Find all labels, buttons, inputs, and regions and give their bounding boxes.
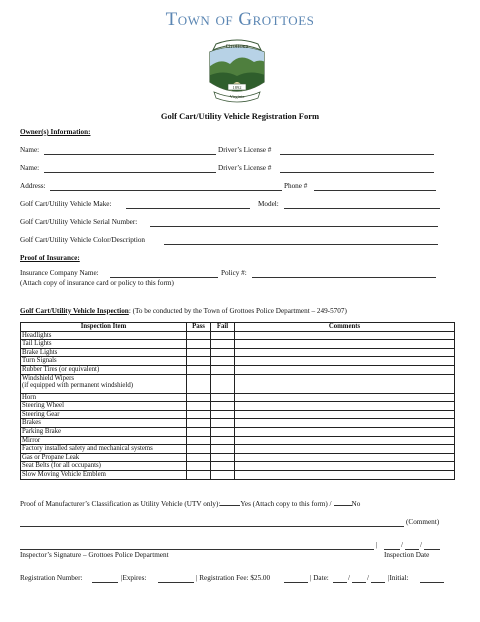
- pass-cell[interactable]: [187, 445, 211, 454]
- fail-cell[interactable]: [211, 365, 235, 374]
- pass-cell[interactable]: [187, 402, 211, 411]
- inspection-header-row: [21, 323, 455, 332]
- inspection-item-label: Windshield Wipers: [22, 374, 74, 382]
- inspection-note: : (To be conducted by the Town of Grottoes Police Department – 249-5707): [128, 307, 347, 315]
- make-label: Golf Cart/Utility Vehicle Make:: [20, 200, 112, 208]
- address-field[interactable]: [50, 190, 282, 191]
- model-field[interactable]: [284, 208, 440, 209]
- utv-comment-label: (Comment): [406, 518, 440, 526]
- inspection-item: Seat Belts (for all occupants): [21, 462, 187, 471]
- insurance-company-field[interactable]: [110, 277, 218, 278]
- comments-cell[interactable]: [235, 453, 455, 462]
- reg-number-label: Registration Number:: [20, 574, 83, 582]
- address-label: Address:: [20, 182, 46, 190]
- seal-top-text: Grottoes: [225, 43, 249, 50]
- name2-field[interactable]: [44, 172, 216, 173]
- table-row: [21, 393, 455, 402]
- table-row: [21, 419, 455, 428]
- column-header-item: Inspection Item: [21, 323, 187, 332]
- date-slash: /: [401, 541, 403, 549]
- fail-cell[interactable]: [211, 436, 235, 445]
- comments-cell[interactable]: [235, 470, 455, 479]
- inspection-item: Brakes: [21, 419, 187, 428]
- serial-field[interactable]: [150, 226, 438, 227]
- date-slash: /: [367, 574, 369, 582]
- reg-date-year[interactable]: [371, 582, 385, 583]
- insurance-company-label: Insurance Company Name:: [20, 269, 99, 277]
- table-row: [21, 427, 455, 436]
- inspection-item: Steering Wheel: [21, 402, 187, 411]
- table-row: [21, 374, 455, 393]
- pass-cell[interactable]: [187, 427, 211, 436]
- phone-label: Phone #: [284, 182, 308, 190]
- inspection-item: Tail Lights: [21, 340, 187, 349]
- pass-cell[interactable]: [187, 393, 211, 402]
- utv-no-text: No: [351, 500, 361, 508]
- inspection-item-sub: (if equipped with permanent windshield): [22, 382, 133, 390]
- town-seal-logo: [200, 38, 274, 104]
- dl1-label: Driver’s License #: [218, 146, 272, 154]
- sig-separator: |: [376, 541, 378, 549]
- insurance-note: (Attach copy of insurance card or policy to this form): [20, 279, 174, 287]
- inspection-item: Rubber Tires (or equivalent): [21, 365, 187, 374]
- fail-cell[interactable]: [211, 357, 235, 366]
- fail-cell[interactable]: [211, 419, 235, 428]
- pass-cell[interactable]: [187, 436, 211, 445]
- comments-cell[interactable]: [235, 427, 455, 436]
- comments-cell[interactable]: [235, 402, 455, 411]
- inspection-heading: Golf Cart/Utility Vehicle Inspection: [20, 307, 129, 315]
- column-header-fail: Fail: [211, 323, 235, 332]
- model-label: Model:: [258, 200, 279, 208]
- fail-cell[interactable]: [211, 331, 235, 340]
- reg-number-field[interactable]: [92, 582, 118, 583]
- name1-field[interactable]: [44, 154, 216, 155]
- fail-cell[interactable]: [211, 462, 235, 471]
- comments-cell[interactable]: [235, 365, 455, 374]
- inspection-date-label: Inspection Date: [384, 551, 430, 559]
- table-row: [21, 348, 455, 357]
- dl2-field[interactable]: [280, 172, 434, 173]
- make-field[interactable]: [126, 208, 250, 209]
- table-row: [21, 462, 455, 471]
- pass-cell[interactable]: [187, 340, 211, 349]
- comments-cell[interactable]: [235, 331, 455, 340]
- pass-cell[interactable]: [187, 462, 211, 471]
- table-row: [21, 410, 455, 419]
- serial-label: Golf Cart/Utility Vehicle Serial Number:: [20, 218, 138, 226]
- comments-cell[interactable]: [235, 419, 455, 428]
- dl1-field[interactable]: [280, 154, 434, 155]
- fail-cell[interactable]: [211, 470, 235, 479]
- owner-heading: Owner(s) Information:: [20, 128, 91, 136]
- fail-cell[interactable]: [211, 427, 235, 436]
- comments-cell[interactable]: [235, 410, 455, 419]
- inspection-item: Gas or Propane Leak: [21, 453, 187, 462]
- fail-cell[interactable]: [211, 453, 235, 462]
- utv-line: [20, 500, 360, 509]
- dl2-label: Driver’s License #: [218, 164, 272, 172]
- pass-cell[interactable]: [187, 470, 211, 479]
- column-header-comments: Comments: [235, 323, 455, 332]
- pass-cell[interactable]: [187, 348, 211, 357]
- inspection-item: Headlights: [21, 331, 187, 340]
- pass-cell[interactable]: [187, 453, 211, 462]
- table-row: [21, 470, 455, 479]
- comments-cell[interactable]: [235, 348, 455, 357]
- fail-cell[interactable]: [211, 410, 235, 419]
- utv-no-field[interactable]: [334, 505, 352, 506]
- table-row: [21, 331, 455, 340]
- insp-date-month[interactable]: [384, 549, 400, 550]
- date-slash: /: [348, 574, 350, 582]
- comments-cell[interactable]: [235, 393, 455, 402]
- fail-cell[interactable]: [211, 374, 235, 393]
- inspection-item: Parking Brake: [21, 427, 187, 436]
- fail-cell[interactable]: [211, 402, 235, 411]
- inspection-item: Steering Gear: [21, 410, 187, 419]
- table-row: [21, 453, 455, 462]
- inspection-item: Slow Moving Vehicle Emblem: [21, 470, 187, 479]
- table-row: [21, 445, 455, 454]
- policy-field[interactable]: [252, 277, 436, 278]
- form-title: Golf Cart/Utility Vehicle Registration Form: [160, 111, 320, 121]
- expires-field[interactable]: [158, 582, 194, 583]
- table-row: [21, 365, 455, 374]
- reg-date-day[interactable]: [352, 582, 366, 583]
- utv-question: Proof of Manufacturer’s Classification as Utility Vehicle (UTV only):: [20, 500, 221, 508]
- phone-field[interactable]: [314, 190, 436, 191]
- initial-label: |Initial:: [388, 574, 409, 582]
- town-name: Town of Grottoes: [165, 9, 315, 30]
- fail-cell[interactable]: [211, 348, 235, 357]
- pass-cell[interactable]: [187, 374, 211, 393]
- utv-yes-text: Yes (Attach copy to this form) /: [240, 500, 332, 508]
- inspection-item: Horn: [21, 393, 187, 402]
- table-row: [21, 402, 455, 411]
- reg-date-month[interactable]: [333, 582, 347, 583]
- inspection-heading-line: [20, 307, 347, 316]
- color-label: Golf Cart/Utility Vehicle Color/Description: [20, 236, 146, 244]
- inspector-signature-label: Inspector’s Signature – Grottoes Police Department: [20, 551, 169, 559]
- comments-cell[interactable]: [235, 357, 455, 366]
- fee-label: | Registration Fee: $25.00: [196, 574, 271, 582]
- initial-field[interactable]: [420, 582, 444, 583]
- fail-cell[interactable]: [211, 340, 235, 349]
- inspection-item: Turn Signals: [21, 357, 187, 366]
- comments-cell[interactable]: [235, 445, 455, 454]
- date-slash: /: [420, 541, 422, 549]
- pass-cell[interactable]: [187, 410, 211, 419]
- table-row: [21, 357, 455, 366]
- reg-date-label: | Date:: [310, 574, 329, 582]
- fail-cell[interactable]: [211, 445, 235, 454]
- comments-cell[interactable]: [235, 462, 455, 471]
- column-header-pass: Pass: [187, 323, 211, 332]
- seal-year: 1892: [232, 85, 242, 90]
- inspection-item: Factory installed safety and mechanical systems: [21, 445, 187, 454]
- utv-comment-field[interactable]: [20, 526, 404, 527]
- expires-label: |Expires:: [121, 574, 147, 582]
- inspection-item: Mirror: [21, 436, 187, 445]
- seal-bottom-text: Virginia: [229, 94, 245, 99]
- inspection-item: Brake Lights: [21, 348, 187, 357]
- insp-date-year[interactable]: [424, 549, 440, 550]
- table-row: [21, 340, 455, 349]
- fee-field[interactable]: [284, 582, 308, 583]
- color-field[interactable]: [164, 244, 438, 245]
- insp-date-day[interactable]: [405, 549, 419, 550]
- utv-yes-field[interactable]: [220, 505, 240, 506]
- name2-label: Name:: [20, 164, 40, 172]
- comments-cell[interactable]: [235, 374, 455, 393]
- table-row: [21, 436, 455, 445]
- insurance-heading: Proof of Insurance:: [20, 254, 80, 262]
- pass-cell[interactable]: [187, 331, 211, 340]
- pass-cell[interactable]: [187, 357, 211, 366]
- pass-cell[interactable]: [187, 419, 211, 428]
- name1-label: Name:: [20, 146, 40, 154]
- comments-cell[interactable]: [235, 436, 455, 445]
- comments-cell[interactable]: [235, 340, 455, 349]
- inspection-item: [21, 374, 187, 393]
- pass-cell[interactable]: [187, 365, 211, 374]
- fail-cell[interactable]: [211, 393, 235, 402]
- inspection-table: [20, 322, 455, 480]
- inspector-signature-field[interactable]: [20, 549, 374, 550]
- policy-label: Policy #:: [221, 269, 247, 277]
